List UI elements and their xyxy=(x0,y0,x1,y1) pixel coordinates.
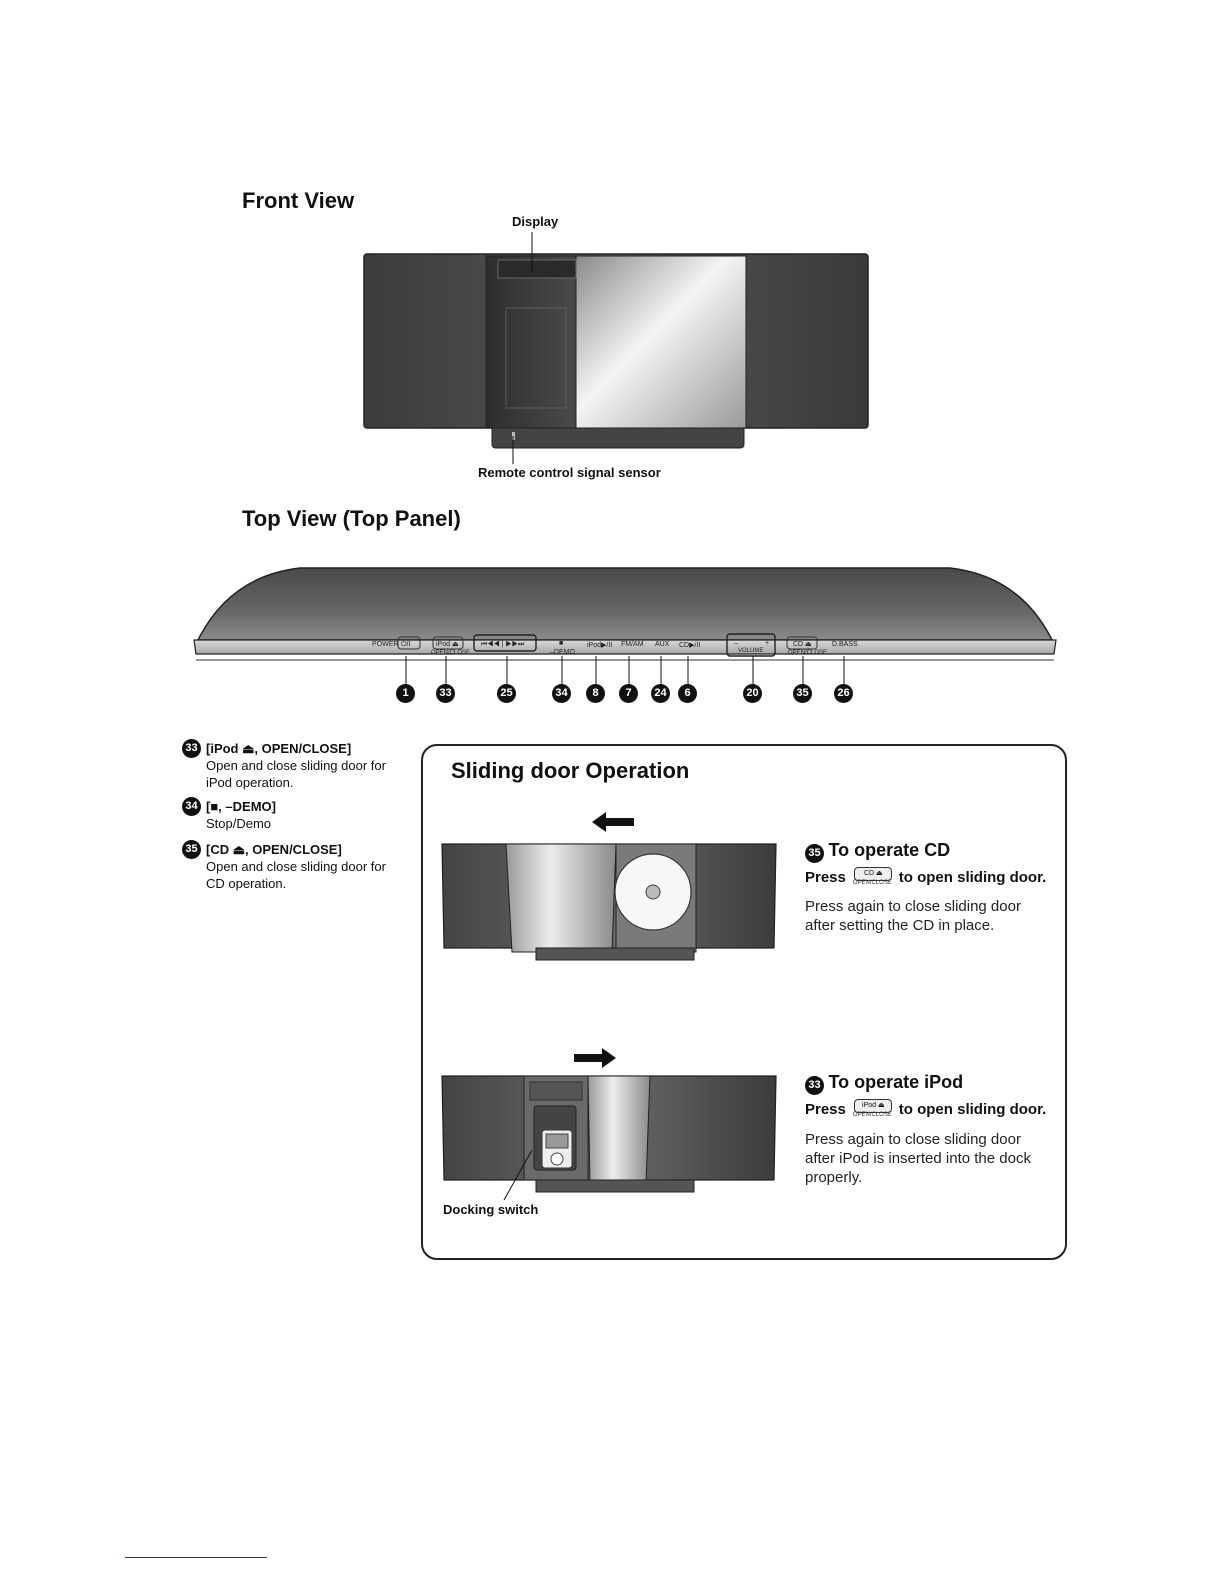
callout-34: 34 xyxy=(552,684,571,703)
legend-text: Stop/Demo xyxy=(206,816,272,831)
cd-mini-button-top: CD ⏏ xyxy=(854,867,892,881)
callout-24: 24 xyxy=(651,684,670,703)
cd-press-word: Press xyxy=(805,869,846,887)
volume-plus-button[interactable]: + xyxy=(765,640,770,647)
ipod-mini-button-sub: OPEN/CLOSE xyxy=(852,1112,892,1118)
cd-play-button[interactable]: CD▶/II xyxy=(679,642,701,649)
callout-25: 25 xyxy=(497,684,516,703)
cd-press-line xyxy=(805,867,1046,889)
cd-mini-button-sub: OPEN/CLOSE xyxy=(852,880,892,886)
legend-num: 33 xyxy=(182,739,201,758)
ipod-play-button[interactable]: iPod▶/II xyxy=(587,642,613,649)
top-view-title: Top View (Top Panel) xyxy=(242,506,461,531)
docking-switch-label: Docking switch xyxy=(443,1202,539,1217)
front-view-title: Front View xyxy=(242,188,355,213)
footer-rule xyxy=(125,1557,267,1558)
legend-item-34 xyxy=(182,798,402,832)
display-label: Display xyxy=(512,214,559,229)
stop-button[interactable]: ■ xyxy=(559,640,564,647)
cd-operate-num: 35 xyxy=(805,844,824,863)
legend-item-33 xyxy=(182,740,402,791)
ipod-operate-title: To operate iPod xyxy=(828,1072,964,1092)
front-view-illustration xyxy=(360,232,872,472)
legend-title: [iPod ⏏, OPEN/CLOSE] xyxy=(206,741,352,756)
ipod-press-word: Press xyxy=(805,1101,846,1119)
ipod-open-close-mini-button xyxy=(852,1099,892,1121)
cd-eject-button[interactable]: CD ⏏ xyxy=(793,641,812,648)
cd-open-close-mini-button xyxy=(852,867,892,889)
callout-20: 20 xyxy=(743,684,762,703)
ipod-press-rest: to open sliding door. xyxy=(898,1101,1047,1119)
volume-minus-button[interactable]: – xyxy=(734,640,738,647)
cd-operate-text: Press again to close sliding door after setting the CD in place. xyxy=(805,898,1021,934)
legend-item-35 xyxy=(182,841,402,892)
demo-label: –DEMO xyxy=(550,649,575,656)
ipod-mini-button-top: iPod ⏏ xyxy=(854,1099,892,1113)
skip-buttons[interactable]: ⏮◀◀ | ▶▶⏭ xyxy=(481,641,525,648)
legend-num: 35 xyxy=(182,840,201,859)
d-bass-button[interactable]: D.BASS xyxy=(832,641,858,648)
ipod-door-illustration xyxy=(440,1044,780,1204)
callout-33: 33 xyxy=(436,684,455,703)
cd-door-illustration xyxy=(440,808,780,968)
ipod-open-close-label: OPEN/CLOSE xyxy=(431,650,471,656)
legend-title: [CD ⏏, OPEN/CLOSE] xyxy=(206,842,342,857)
callout-26: 26 xyxy=(834,684,853,703)
legend-text: Open and close sliding door for CD operation. xyxy=(206,859,386,891)
legend-title: [■, –DEMO] xyxy=(206,799,276,814)
cd-operate-heading xyxy=(805,840,950,863)
callout-6: 6 xyxy=(678,684,697,703)
callout-35: 35 xyxy=(793,684,812,703)
sensor-label: Remote control signal sensor xyxy=(478,465,661,480)
power-label: POWER xyxy=(372,641,399,648)
legend-text: Open and close sliding door for iPod operation. xyxy=(206,758,386,790)
callout-1: 1 xyxy=(396,684,415,703)
callout-7: 7 xyxy=(619,684,638,703)
ipod-press-line xyxy=(805,1099,1046,1121)
cd-operate-title: To operate CD xyxy=(828,840,951,860)
fm-am-button[interactable]: FM/AM xyxy=(621,641,644,648)
cd-open-close-label: OPEN/CLOSE xyxy=(788,650,828,656)
standby-button[interactable]: ⏻/I xyxy=(401,641,411,648)
callout-leaders xyxy=(380,656,860,686)
ipod-operate-num: 33 xyxy=(805,1076,824,1095)
cd-press-rest: to open sliding door. xyxy=(898,869,1047,887)
legend-num: 34 xyxy=(182,797,201,816)
volume-label: VOLUME xyxy=(738,648,764,654)
ipod-operate-heading xyxy=(805,1072,963,1095)
sliding-title: Sliding door Operation xyxy=(451,758,690,783)
aux-button[interactable]: AUX xyxy=(655,641,670,648)
ipod-operate-text: Press again to close sliding door after iPod is inserted into the dock properly. xyxy=(805,1131,1031,1186)
ipod-eject-button[interactable]: iPod ⏏ xyxy=(436,641,459,648)
callout-8: 8 xyxy=(586,684,605,703)
top-panel-illustration xyxy=(190,556,1060,668)
